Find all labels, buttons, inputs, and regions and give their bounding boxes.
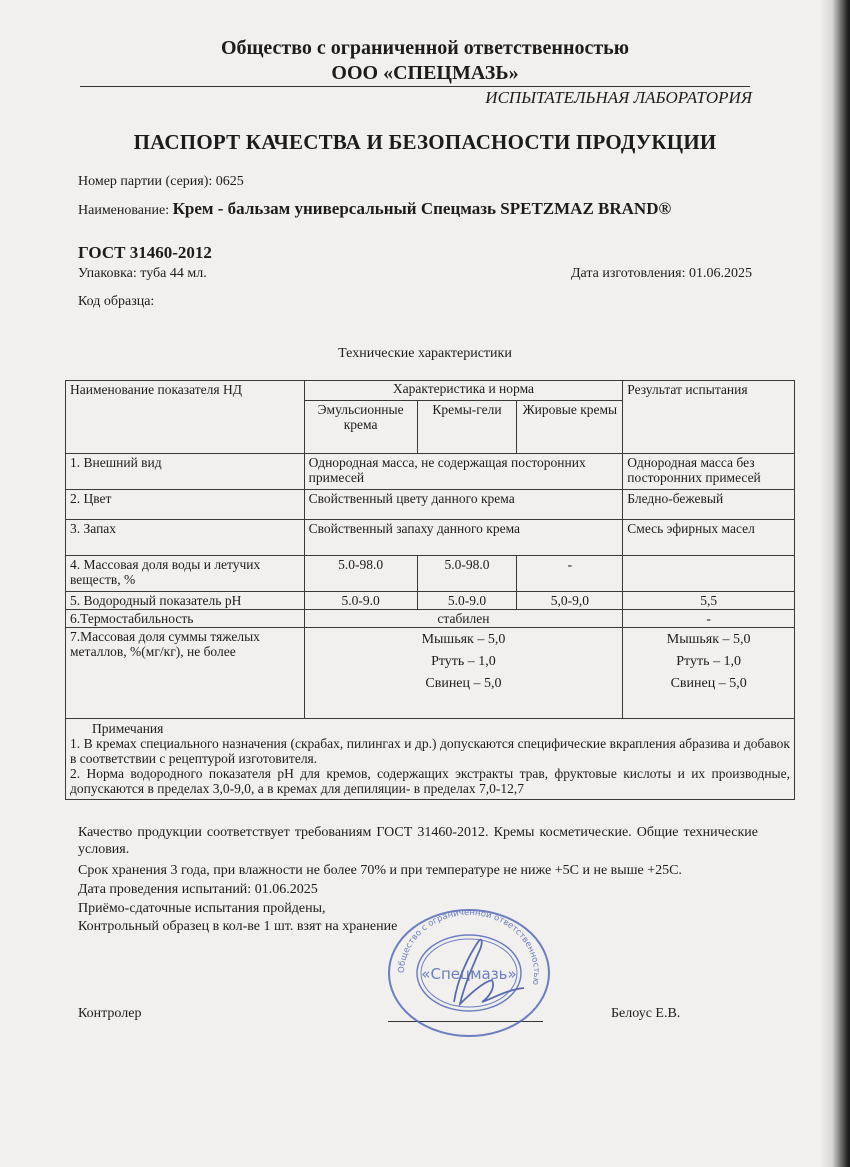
table-row bbox=[66, 628, 795, 719]
batch-number: Номер партии (серия): 0625 bbox=[78, 174, 244, 189]
row-name: 7.Массовая доля суммы тяжелых металлов, %(мг/кг), не более bbox=[66, 628, 305, 719]
row-name: 5. Водородный показатель рН bbox=[66, 592, 305, 610]
row-norm: Свойственный цвету данного крема bbox=[304, 490, 623, 520]
table-row bbox=[66, 592, 795, 610]
row-norm: стабилен bbox=[304, 610, 623, 628]
table-row bbox=[66, 610, 795, 628]
row-value-emulsion: 5.0-9.0 bbox=[304, 592, 417, 610]
shelf-life: Срок хранения 3 года, при влажности не более 70% и при температуре не ниже +5С и не выше +25С. bbox=[78, 863, 682, 878]
lab-name: ИСПЫТАТЕЛЬНАЯ ЛАБОРАТОРИЯ bbox=[485, 88, 752, 107]
header-divider bbox=[80, 86, 750, 87]
row-value-gel: 5.0-9.0 bbox=[417, 592, 517, 610]
header-indicator: Наименование показателя НД bbox=[66, 381, 305, 454]
row-norm: Свойственный запаху данного крема bbox=[304, 520, 623, 556]
row-result: Бледно-бежевый bbox=[623, 490, 795, 520]
row-result: Однородная масса без посторонних примесей bbox=[623, 454, 795, 490]
row-name: 3. Запах bbox=[66, 520, 305, 556]
row-result: - bbox=[623, 610, 795, 628]
product-name bbox=[78, 199, 671, 219]
specifications-table bbox=[65, 380, 795, 800]
note-2: 2. Норма водородного показателя рН для кремов, содержащих экстракты трав, фруктовые кислоты и их производные, допускаются в пределах 3,0-9,0, а в кремах для депиляции- в пределах 7,0-12,7 bbox=[70, 766, 790, 796]
product-name-label: Наименование: bbox=[78, 203, 170, 218]
notes-row bbox=[66, 719, 795, 800]
table-row bbox=[66, 454, 795, 490]
row-result: 5,5 bbox=[623, 592, 795, 610]
note-1: 1. В кремах специального назначения (скрабах, пилингах и др.) допускаются специфические вкрапления абразива и добавок в соответствии с рецептурой изготовителя. bbox=[70, 736, 790, 766]
controller-label: Контролер bbox=[78, 1006, 142, 1021]
result-mercury: Ртуть – 1,0 bbox=[676, 654, 741, 669]
row-name: 2. Цвет bbox=[66, 490, 305, 520]
table-header-row bbox=[66, 381, 795, 401]
stamp-center-text: «Спецмазь» bbox=[421, 965, 517, 983]
row-norm: Однородная масса, не содержащая посторонних примесей bbox=[304, 454, 623, 490]
quality-statement: Качество продукции соответствует требованиям ГОСТ 31460-2012. Кремы косметические. Общие технические условия. bbox=[78, 825, 758, 857]
norm-arsenic: Мышьяк – 5,0 bbox=[421, 632, 506, 647]
manufacture-date: Дата изготовления: 01.06.2025 bbox=[570, 266, 752, 281]
notes-cell bbox=[66, 719, 795, 800]
row-result bbox=[623, 556, 795, 592]
package-info: Упаковка: туба 44 мл. bbox=[78, 266, 207, 281]
result-arsenic: Мышьяк – 5,0 bbox=[666, 632, 751, 647]
notes-heading: Примечания bbox=[92, 721, 164, 736]
header-result: Результат испытания bbox=[623, 381, 795, 454]
header-norm: Характеристика и норма bbox=[304, 381, 623, 401]
table-row bbox=[66, 520, 795, 556]
row-name: 6.Термостабильность bbox=[66, 610, 305, 628]
page-edge-shadow bbox=[820, 0, 850, 1167]
subheader-fat: Жировые кремы bbox=[517, 401, 623, 454]
controller-name: Белоус Е.В. bbox=[611, 1006, 681, 1021]
row-value-gel: 5.0-98.0 bbox=[417, 556, 517, 592]
org-name-line1: Общество с ограниченной ответственностью bbox=[220, 37, 630, 59]
row-result bbox=[623, 628, 795, 719]
sample-code: Код образца: bbox=[78, 294, 155, 309]
norm-lead: Свинец – 5,0 bbox=[425, 676, 502, 691]
row-value-fat: - bbox=[517, 556, 623, 592]
stamp-ring-text: Общество с ограниченной ответственностью bbox=[396, 907, 542, 986]
product-name-value: Крем - бальзам универсальный Спецмазь SPETZMAZ BRAND® bbox=[172, 199, 672, 218]
subheader-gel: Кремы-гели bbox=[417, 401, 517, 454]
control-sample-note: Контрольный образец в кол-ве 1 шт. взят на хранение bbox=[78, 919, 398, 934]
test-date: Дата проведения испытаний: 01.06.2025 bbox=[78, 882, 318, 897]
row-result: Смесь эфирных масел bbox=[623, 520, 795, 556]
result-lead: Свинец – 5,0 bbox=[670, 676, 747, 691]
org-name-line2: ООО «СПЕЦМАЗЬ» bbox=[331, 62, 519, 84]
table-row bbox=[66, 556, 795, 592]
norm-mercury: Ртуть – 1,0 bbox=[431, 654, 496, 669]
row-norm bbox=[304, 628, 623, 719]
acceptance-note: Приёмо-сдаточные испытания пройдены, bbox=[78, 901, 326, 916]
gost-standard: ГОСТ 31460-2012 bbox=[78, 243, 212, 262]
row-name: 1. Внешний вид bbox=[66, 454, 305, 490]
company-stamp bbox=[384, 906, 554, 1041]
row-value-emulsion: 5.0-98.0 bbox=[304, 556, 417, 592]
table-caption: Технические характеристики bbox=[338, 346, 512, 361]
row-value-fat: 5,0-9,0 bbox=[517, 592, 623, 610]
row-name: 4. Массовая доля воды и летучих веществ, % bbox=[66, 556, 305, 592]
subheader-emulsion: Эмульсионные крема bbox=[304, 401, 417, 454]
table-row bbox=[66, 490, 795, 520]
document-title: ПАСПОРТ КАЧЕСТВА И БЕЗОПАСНОСТИ ПРОДУКЦИИ bbox=[133, 130, 717, 154]
